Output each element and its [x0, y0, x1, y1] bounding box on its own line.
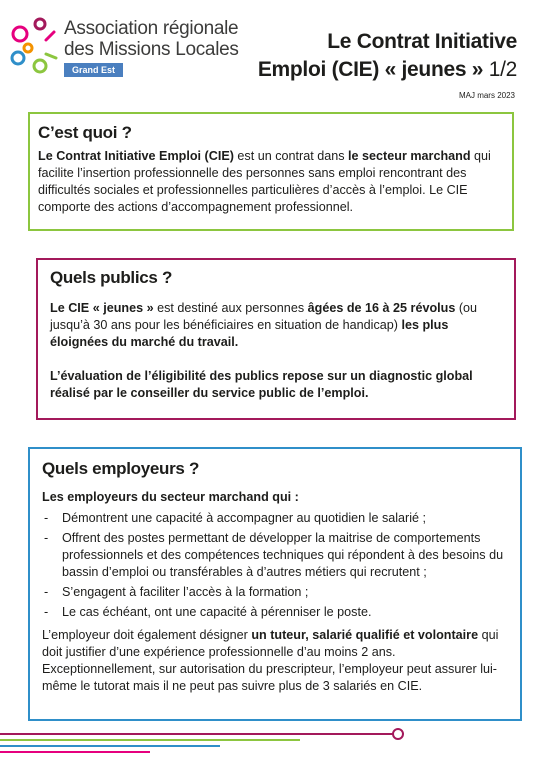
- section-what-heading: C’est quoi ?: [38, 123, 132, 142]
- text-bold: âgées de 16 à 25 révolus: [307, 301, 456, 315]
- list-item-text: S’engagent à faciliter l’accès à la formation ;: [62, 585, 309, 599]
- section-publics-heading: Quels publics ?: [50, 268, 173, 287]
- list-item-text: Le cas échéant, ont une capacité à pérenniser le poste.: [62, 605, 372, 619]
- text-bold: les plus éloignées du marché du travail.: [50, 318, 449, 349]
- section-employers-intro: [42, 489, 512, 506]
- bullet-icon: -: [44, 585, 49, 599]
- bullet-icon: -: [44, 511, 49, 525]
- text-bold: Le Contrat Initiative Emploi (CIE): [38, 149, 234, 163]
- section-what-text: [38, 148, 506, 216]
- text: est un contrat dans: [233, 149, 349, 163]
- section-employers: [28, 447, 522, 721]
- logo-text: [64, 18, 239, 60]
- section-employers-text: [42, 627, 512, 695]
- section-publics-text-2: [50, 368, 506, 402]
- text: qui facilite l’insertion professionnelle des personnes sans emploi rencontrant des difficultés sociales et professionnelles particulières d’accès à l’emploi. Le CIE comporte des actions d’accompagnement professionnel.: [38, 149, 491, 214]
- list-item: [42, 604, 512, 621]
- section-employers-heading: Quels employeurs ?: [42, 459, 200, 478]
- title-line-2: [258, 56, 517, 84]
- section-publics-text-1: [50, 300, 506, 351]
- update-date: MAJ mars 2023: [458, 91, 515, 100]
- list-item-text: Offrent des postes permettant de développer la maitrise de comportements professionnels et des compétences techniques qui répondent à des besoins du bassin d’emploi ou transférables à d’autres métiers qui recrutent ;: [62, 531, 504, 579]
- text-bold: un tuteur, salarié qualifié et volontaire: [251, 628, 479, 642]
- section-what: [28, 112, 514, 231]
- text-bold: L’évaluation de l’éligibilité des publics repose sur un diagnostic global réalisé par le conseiller du service public de l’emploi.: [50, 369, 473, 400]
- list-item: [42, 584, 512, 601]
- text-bold: Les employeurs du secteur marchand qui :: [42, 490, 299, 504]
- bullet-icon: -: [44, 531, 49, 545]
- text-bold: le secteur marchand: [348, 149, 471, 163]
- logo-line-1: Association régionale: [64, 18, 239, 39]
- title-line-2-text: Emploi (CIE) « jeunes »: [257, 58, 484, 81]
- logo-mark-icon: [6, 14, 62, 82]
- bullet-icon: -: [44, 605, 49, 619]
- footer-lines: [0, 724, 545, 764]
- title-line-1: Le Contrat Initiative: [327, 30, 517, 53]
- list-item-text: Démontrent une capacité à accompagner au quotidien le salarié ;: [62, 511, 427, 525]
- page-title: [258, 28, 517, 84]
- text: L’employeur doit également désigner: [42, 628, 252, 642]
- logo-line-2: des Missions Locales: [64, 39, 239, 60]
- text: qui doit justifier d’une expérience professionnelle d’au moins 2 ans. Exceptionnellement, sur autorisation du prescripteur, l’employeur peut assurer lui-même le tutorat mais il ne peut pas suivre plus de 3 salariés en CIE.: [42, 628, 499, 693]
- logo: [6, 14, 246, 84]
- logo-badge: Grand Est: [64, 63, 123, 77]
- title-page-number: 1/2: [488, 58, 517, 81]
- list-item: [42, 510, 512, 527]
- text: (ou jusqu’à 30 ans pour les bénéficiaires en situation de handicap): [50, 301, 478, 332]
- text: est destiné aux personnes: [153, 301, 308, 315]
- section-publics: [36, 258, 516, 420]
- text-bold: Le CIE « jeunes »: [50, 301, 154, 315]
- employers-list: [42, 510, 512, 621]
- list-item: [42, 530, 512, 581]
